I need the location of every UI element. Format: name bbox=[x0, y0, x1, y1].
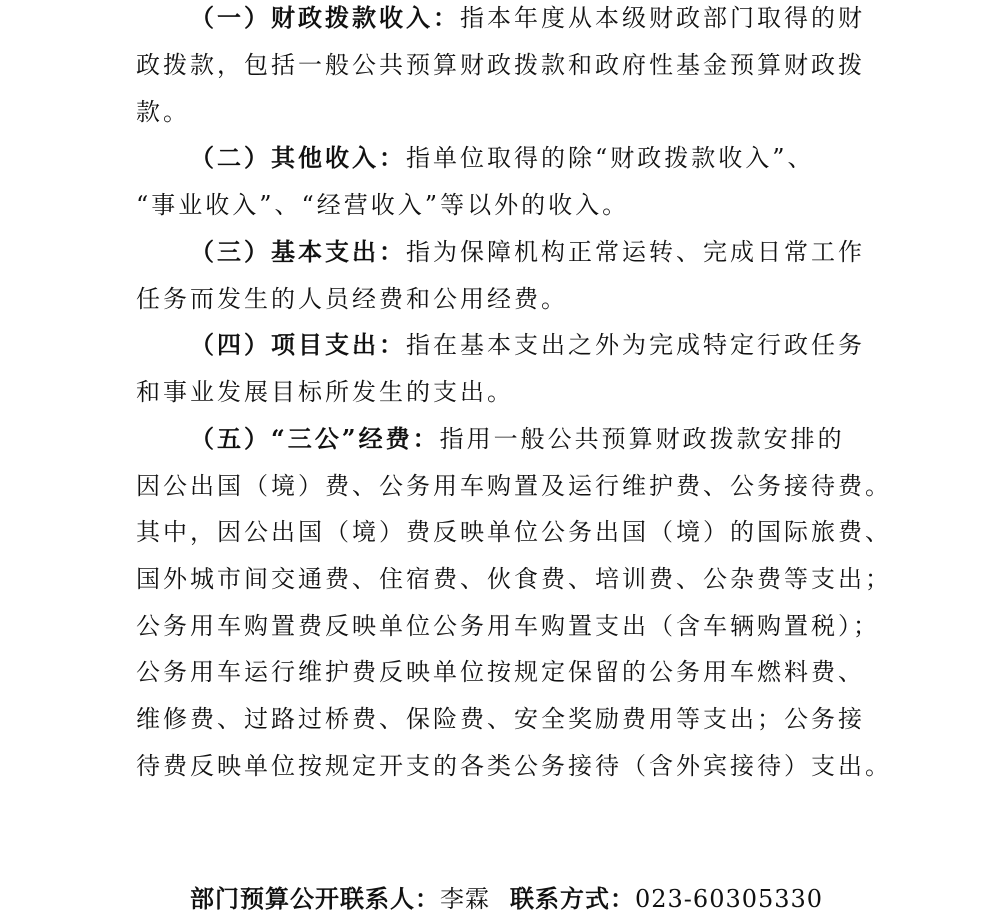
paragraph-line: 其中，因公出国（境）费反映单位公务出国（境）的国际旅费、 bbox=[136, 518, 892, 546]
term-label: （五）“三公”经费： bbox=[190, 424, 440, 453]
definition-text: 指在基本支出之外为完成特定行政任务 bbox=[406, 331, 865, 359]
paragraph-line: 任务而发生的人员经费和公用经费。 bbox=[136, 285, 568, 313]
paragraph-line bbox=[190, 143, 896, 173]
contact-name: 李霖 bbox=[440, 885, 490, 913]
term-label: （三）基本支出： bbox=[190, 237, 406, 266]
paragraph-line: 待费反映单位按规定开支的各类公务接待（含外宾接待）支出。 bbox=[136, 752, 892, 780]
paragraph-line: 公务用车运行维护费反映单位按规定保留的公务用车燃料费、 bbox=[136, 658, 865, 686]
paragraph-line: “事业收入”、“经营收入”等以外的收入。 bbox=[136, 191, 630, 219]
paragraph-line: 款。 bbox=[136, 98, 190, 126]
contact-footer bbox=[190, 884, 950, 914]
contact-method-label: 联系方式： bbox=[510, 884, 635, 913]
paragraph-line bbox=[190, 237, 896, 267]
contact-label: 部门预算公开联系人： bbox=[190, 884, 440, 913]
definition-text: 指单位取得的除“财政拨款收入”、 bbox=[406, 144, 815, 172]
paragraph-line: 因公出国（境）费、公务用车购置及运行维护费、公务接待费。 bbox=[136, 472, 892, 500]
term-label: （一）财政拨款收入： bbox=[190, 3, 460, 32]
term-label: （四）项目支出： bbox=[190, 330, 406, 359]
paragraph-line: 公务用车购置费反映单位公务用车购置支出（含车辆购置税）； bbox=[136, 612, 880, 640]
paragraph-line bbox=[190, 330, 896, 360]
paragraph-line: 国外城市间交通费、住宿费、伙食费、培训费、公杂费等支出； bbox=[136, 565, 892, 593]
paragraph-line: 政拨款，包括一般公共预算财政拨款和政府性基金预算财政拨 bbox=[136, 51, 865, 79]
paragraph-line: 和事业发展目标所发生的支出。 bbox=[136, 378, 514, 406]
definition-text: 指为保障机构正常运转、完成日常工作 bbox=[406, 238, 865, 266]
definition-text: 指本年度从本级财政部门取得的财 bbox=[460, 4, 865, 32]
paragraph-line bbox=[190, 3, 896, 33]
definition-text: 指用一般公共预算财政拨款安排的 bbox=[439, 425, 845, 453]
paragraph-line bbox=[190, 424, 896, 454]
term-label: （二）其他收入： bbox=[190, 143, 406, 172]
paragraph-line: 维修费、过路过桥费、保险费、安全奖励费用等支出；公务接 bbox=[136, 705, 865, 733]
contact-phone: 023-60305330 bbox=[635, 885, 824, 913]
